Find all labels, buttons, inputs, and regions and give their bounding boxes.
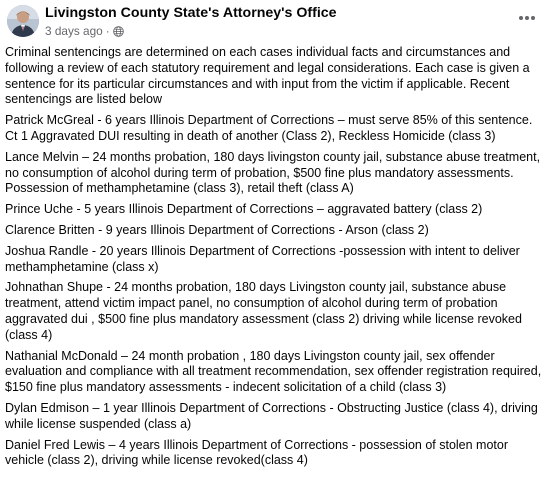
- sentencing-entry: Lance Melvin – 24 months probation, 180 days livingston county jail, substance abuse treatment, no consumption of alcohol during term of probation, $500 fine plus mandatory assessments. Possession of methamphetamine (class 3), retail theft (class A): [5, 149, 541, 196]
- meta-separator: ·: [105, 24, 110, 38]
- page-name-link[interactable]: Livingston County State's Attorney's Office: [45, 5, 337, 21]
- post-timestamp[interactable]: 3 days ago: [45, 24, 103, 38]
- post-meta: [45, 24, 124, 38]
- avatar-image: [7, 5, 39, 37]
- sentencing-entry: Johnathan Shupe - 24 months probation, 180 days Livingston county jail, substance abuse treatment, attend victim impact panel, no consumption of alcohol during term of probation aggravated dui , $500 fine plus mandatory assessment (class 2) driving while license revoked (class 4): [5, 280, 522, 342]
- avatar[interactable]: [7, 5, 39, 37]
- more-options-icon: [518, 15, 536, 21]
- post-body: [5, 45, 547, 474]
- sentencing-entry: Daniel Fred Lewis – 4 years Illinois Department of Corrections - possession of stolen motor vehicle (class 2), driving while license revoked(class 4): [5, 437, 508, 468]
- more-options-button[interactable]: [515, 8, 539, 28]
- post-intro: Criminal sentencings are determined on each cases individual facts and circumstances and following a review of each statutory requirement and legal considerations. Each case is given a sentence for its particular circumstances and with input from the victim if applicable. Recent sentencings are listed below: [5, 45, 530, 107]
- globe-icon: [113, 26, 124, 37]
- sentencing-entry: Joshua Randle - 20 years Illinois Department of Corrections -possession with intent to deliver methamphetamine (class x): [5, 243, 520, 274]
- sentencing-entry: Prince Uche - 5 years Illinois Department of Corrections – aggravated battery (class 2): [5, 202, 483, 217]
- sentencing-entry: Patrick McGreal - 6 years Illinois Department of Corrections – must serve 85% of this sentence. Ct 1 Aggravated DUI resulting in death of another (Class 2), Reckless Homicide (class 3): [5, 113, 533, 143]
- sentencing-entry: Clarence Britten - 9 years Illinois Department of Corrections - Arson (class 2): [5, 222, 429, 237]
- sentencing-entry: Nathanial McDonald – 24 month probation , 180 days Livingston county jail, sex offender evaluation and compliance with all treatment recommendation, sex offender registration required, $150 fine plus mandatory assessments - indecent solicitation of a child (class 3): [5, 348, 542, 395]
- post-header: [0, 0, 551, 44]
- sentencing-entry: Dylan Edmison – 1 year Illinois Department of Corrections - Obstructing Justice (class 4), driving while license suspended (class a): [5, 400, 538, 431]
